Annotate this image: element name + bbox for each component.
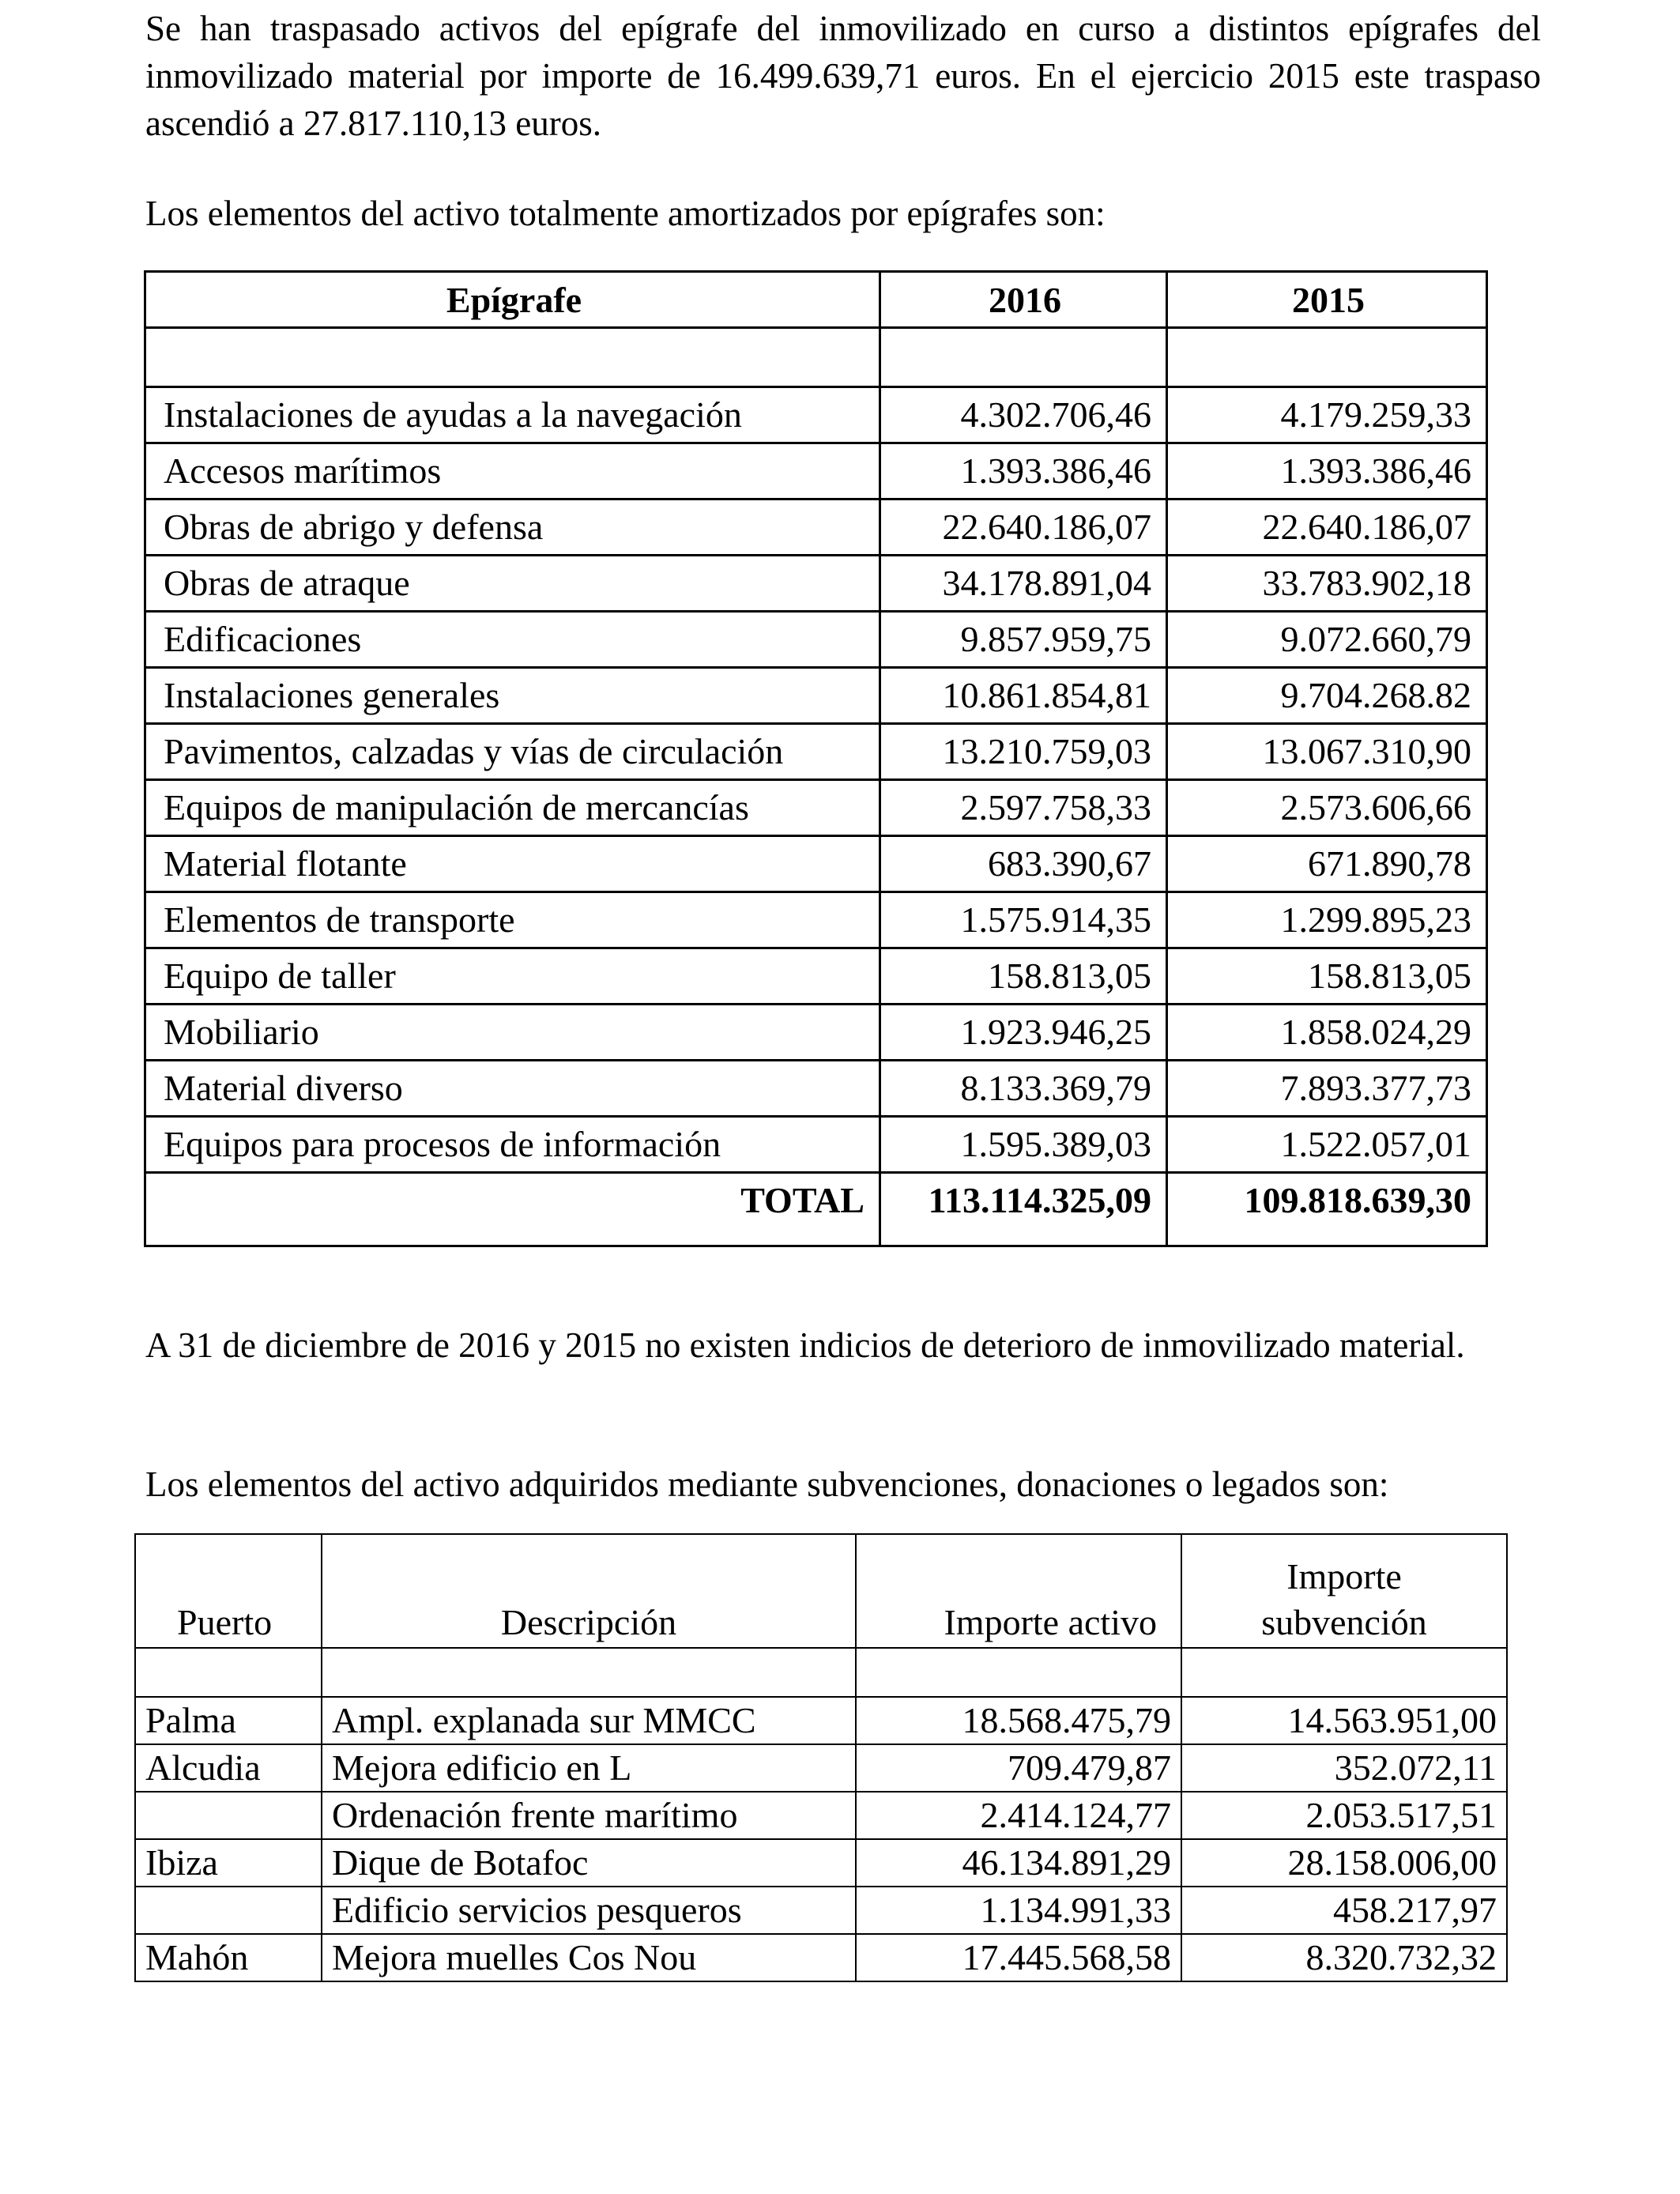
cell-importe-activo: 17.445.568,58: [856, 1934, 1181, 1981]
total-2015: 109.818.639,30: [1167, 1173, 1487, 1246]
table-row: [135, 1839, 1507, 1887]
table-row: [135, 1887, 1507, 1934]
cell-value-2015: 7.893.377,73: [1167, 1061, 1487, 1117]
intro-paragraph: Se han traspasado activos del epígrafe del inmovilizado en curso a distintos epígrafes del inmovilizado material por importe de 16.499.639,71 euros. En el ejercicio 2015 este traspaso ascendió a 27.817.110,13 euros.: [145, 9, 1541, 143]
table-row: [145, 892, 1487, 948]
cell-value-2016: 9.857.959,75: [880, 612, 1167, 668]
header-importe-activo: Importe activo: [856, 1534, 1181, 1648]
cell-puerto: Ibiza: [135, 1839, 322, 1887]
cell-value-2016: 34.178.891,04: [880, 556, 1167, 612]
cell-importe-activo: 2.414.124,77: [856, 1792, 1181, 1839]
cell-value-2016: 1.575.914,35: [880, 892, 1167, 948]
cell-value-2015: 13.067.310,90: [1167, 724, 1487, 780]
cell-value-2015: 1.522.057,01: [1167, 1117, 1487, 1173]
table-row: [145, 1005, 1487, 1061]
cell-value-2016: 13.210.759,03: [880, 724, 1167, 780]
table-row: [135, 1744, 1507, 1792]
amortized-assets-table: [144, 270, 1488, 1247]
table-row: [145, 668, 1487, 724]
table-row: [145, 443, 1487, 499]
cell-puerto: [135, 1792, 322, 1839]
table-row: [135, 1934, 1507, 1981]
cell-label: Instalaciones generales: [145, 668, 880, 724]
cell-descripcion: Ordenación frente marítimo: [322, 1792, 856, 1839]
subsidies-intro-paragraph: Los elementos del activo adquiridos mediante subvenciones, donaciones o legados son:: [145, 1465, 1389, 1504]
cell-importe-activo: 18.568.475,79: [856, 1697, 1181, 1744]
cell-importe-subvencion: 352.072,11: [1181, 1744, 1507, 1792]
header-epigrafe: Epígrafe: [145, 272, 880, 328]
cell-value-2016: 8.133.369,79: [880, 1061, 1167, 1117]
header-importe-subvencion-line1: Importe: [1286, 1556, 1402, 1596]
cell-label: Edificaciones: [145, 612, 880, 668]
amortized-intro-paragraph: Los elementos del activo totalmente amortizados por epígrafes son:: [145, 194, 1106, 233]
cell-label: Obras de abrigo y defensa: [145, 499, 880, 556]
cell-label: Material flotante: [145, 836, 880, 892]
cell-value-2015: 158.813,05: [1167, 948, 1487, 1005]
table-row: [145, 836, 1487, 892]
cell-puerto: [135, 1887, 322, 1934]
subsidized-assets-table: [134, 1533, 1508, 1982]
table-row: [145, 1061, 1487, 1117]
cell-descripcion: Mejora muelles Cos Nou: [322, 1934, 856, 1981]
cell-puerto: Alcudia: [135, 1744, 322, 1792]
cell-value-2016: 1.923.946,25: [880, 1005, 1167, 1061]
cell-value-2015: 1.393.386,46: [1167, 443, 1487, 499]
cell-importe-activo: 1.134.991,33: [856, 1887, 1181, 1934]
header-2015: 2015: [1167, 272, 1487, 328]
cell-value-2015: 2.573.606,66: [1167, 780, 1487, 836]
cell-value-2016: 1.393.386,46: [880, 443, 1167, 499]
cell-descripcion: Ampl. explanada sur MMCC: [322, 1697, 856, 1744]
table-row: [145, 948, 1487, 1005]
cell-value-2016: 2.597.758,33: [880, 780, 1167, 836]
table-row: [145, 1117, 1487, 1173]
cell-label: Material diverso: [145, 1061, 880, 1117]
cell-value-2015: 671.890,78: [1167, 836, 1487, 892]
cell-value-2015: 1.858.024,29: [1167, 1005, 1487, 1061]
cell-label: Mobiliario: [145, 1005, 880, 1061]
cell-importe-activo: 46.134.891,29: [856, 1839, 1181, 1887]
cell-label: Equipos para procesos de información: [145, 1117, 880, 1173]
cell-value-2016: 22.640.186,07: [880, 499, 1167, 556]
cell-value-2016: 4.302.706,46: [880, 387, 1167, 443]
cell-importe-activo: 709.479,87: [856, 1744, 1181, 1792]
cell-value-2016: 1.595.389,03: [880, 1117, 1167, 1173]
header-importe-subvencion-line2: subvención: [1261, 1602, 1427, 1642]
cell-puerto: Mahón: [135, 1934, 322, 1981]
cell-puerto: Palma: [135, 1697, 322, 1744]
cell-descripcion: Mejora edificio en L: [322, 1744, 856, 1792]
table-row: [135, 1792, 1507, 1839]
table-row: [145, 612, 1487, 668]
cell-descripcion: Dique de Botafoc: [322, 1839, 856, 1887]
cell-importe-subvencion: 8.320.732,32: [1181, 1934, 1507, 1981]
cell-descripcion: Edificio servicios pesqueros: [322, 1887, 856, 1934]
table-row: [145, 556, 1487, 612]
header-importe-subvencion: [1181, 1534, 1507, 1648]
cell-importe-subvencion: 458.217,97: [1181, 1887, 1507, 1934]
table-row: [145, 387, 1487, 443]
cell-label: Equipo de taller: [145, 948, 880, 1005]
cell-importe-subvencion: 2.053.517,51: [1181, 1792, 1507, 1839]
table-header-row: [135, 1534, 1507, 1648]
cell-label: Equipos de manipulación de mercancías: [145, 780, 880, 836]
cell-importe-subvencion: 14.563.951,00: [1181, 1697, 1507, 1744]
table-header-row: [145, 272, 1487, 328]
cell-label: Pavimentos, calzadas y vías de circulación: [145, 724, 880, 780]
cell-value-2016: 158.813,05: [880, 948, 1167, 1005]
total-2016: 113.114.325,09: [880, 1173, 1167, 1246]
table-row: [145, 724, 1487, 780]
total-row: [145, 1173, 1487, 1246]
table-row: [145, 780, 1487, 836]
header-descripcion: Descripción: [322, 1534, 856, 1648]
cell-importe-subvencion: 28.158.006,00: [1181, 1839, 1507, 1887]
cell-value-2015: 9.704.268.82: [1167, 668, 1487, 724]
cell-value-2015: 33.783.902,18: [1167, 556, 1487, 612]
cell-label: Accesos marítimos: [145, 443, 880, 499]
cell-value-2015: 1.299.895,23: [1167, 892, 1487, 948]
cell-value-2016: 683.390,67: [880, 836, 1167, 892]
impairment-paragraph: A 31 de diciembre de 2016 y 2015 no existen indicios de deterioro de inmovilizado material.: [145, 1325, 1465, 1365]
cell-value-2015: 9.072.660,79: [1167, 612, 1487, 668]
table-row: [145, 499, 1487, 556]
header-puerto: Puerto: [135, 1534, 322, 1648]
cell-label: Elementos de transporte: [145, 892, 880, 948]
cell-value-2015: 4.179.259,33: [1167, 387, 1487, 443]
cell-label: Obras de atraque: [145, 556, 880, 612]
cell-value-2015: 22.640.186,07: [1167, 499, 1487, 556]
total-label: TOTAL: [145, 1173, 880, 1246]
cell-label: Instalaciones de ayudas a la navegación: [145, 387, 880, 443]
cell-value-2016: 10.861.854,81: [880, 668, 1167, 724]
header-2016: 2016: [880, 272, 1167, 328]
table-row: [135, 1697, 1507, 1744]
